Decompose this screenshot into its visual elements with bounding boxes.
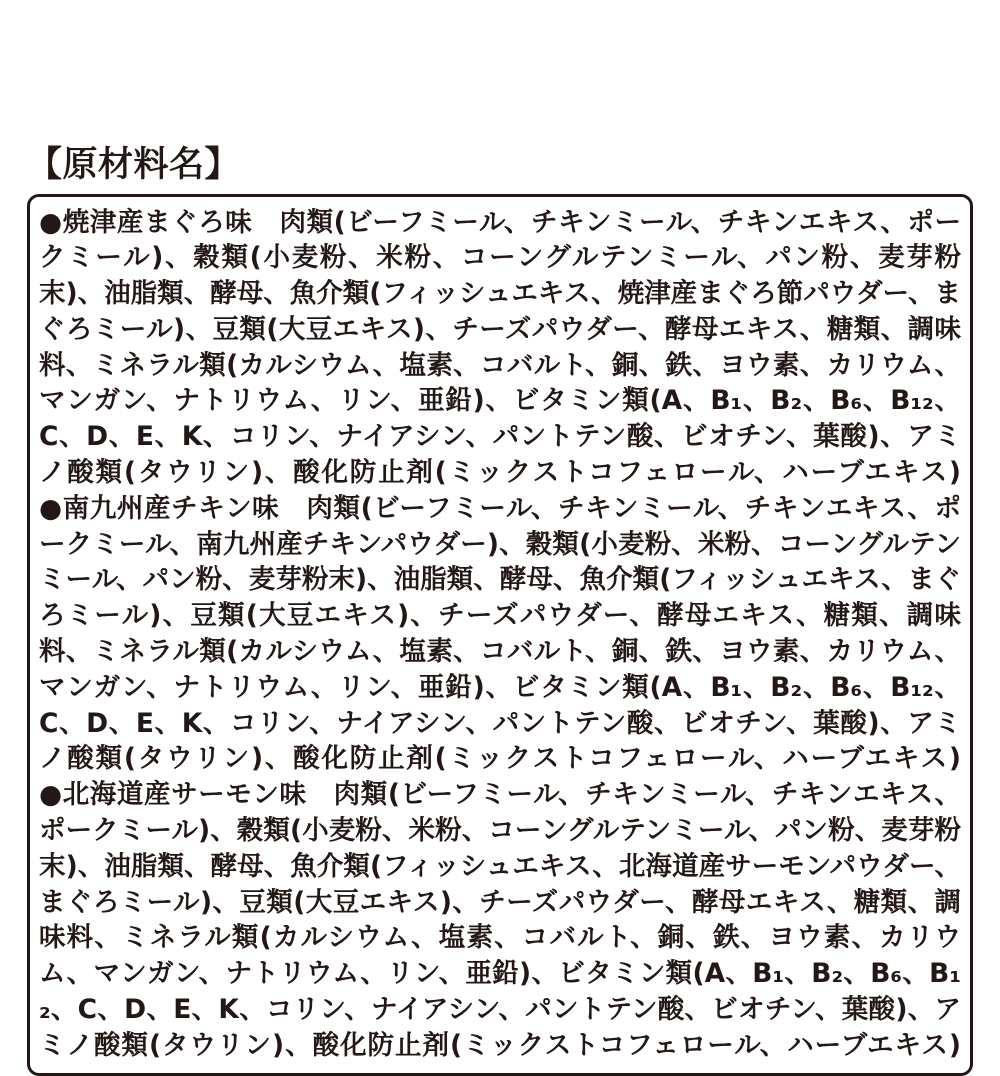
section-body-chicken: 肉類(ビーフミール、チキンミール、チキンエキス、ポークミール、南九州産チキンパウダー)、穀類(小麦粉、米粉、コーングルテンミール、パン粉、麦芽粉末)、油脂類、酵母、魚介類(フィッシュエキス、まぐろミール)、豆類(大豆エキス)、チーズパウダー、酵母エキス、糖類、調味料、ミネラル類(カルシウム、塩素、コバルト、銅、鉄、ヨウ素、カリウム、マンガン、ナトリウム、リン、亜鉛)、ビタミン類(A、B₁、B₂、B₆、B₁₂、C、D、E、K、コリン、ナイアシン、パントテン酸、ビオチン、葉酸)、アミノ酸類(タウリン)、酸化防止剤(ミックストコフェロール、ハーブエキス)	[39, 492, 961, 775]
ingredient-section-chicken	[39, 491, 961, 777]
page-title: 【原材料名】	[27, 145, 241, 185]
flavor-name-chicken: ●南九州産チキン味	[39, 492, 280, 524]
section-body-tuna: 肉類(ビーフミール、チキンミール、チキンエキス、ポークミール)、穀類(小麦粉、米粉、コーングルテンミール、パン粉、麦芽粉末)、油脂類、酵母、魚介類(フィッシュエキス、焼津産まぐろ節パウダー、まぐろミール)、豆類(大豆エキス)、チーズパウダー、酵母エキス、糖類、調味料、ミネラル類(カルシウム、塩素、コバルト、銅、鉄、ヨウ素、カリウム、マンガン、ナトリウム、リン、亜鉛)、ビタミン類(A、B₁、B₂、B₆、B₁₂、C、D、E、K、コリン、ナイアシン、パントテン酸、ビオチン、葉酸)、アミノ酸類(タウリン)、酸化防止剤(ミックストコフェロール、ハーブエキス)	[39, 206, 962, 489]
ingredient-section-salmon	[39, 777, 961, 1063]
ingredient-label	[27, 146, 973, 1076]
flavor-name-salmon: ●北海道産サーモン味	[39, 779, 307, 811]
ingredient-section-tuna	[39, 205, 961, 491]
flavor-name-tuna: ●焼津産まぐろ味	[39, 206, 253, 238]
ingredients-box	[27, 194, 973, 1076]
section-body-salmon: 肉類(ビーフミール、チキンミール、チキンエキス、ポークミール)、穀類(小麦粉、米粉、コーングルテンミール、パン粉、麦芽粉末)、油脂類、酵母、魚介類(フィッシュエキス、北海道産サーモンパウダー、まぐろミール)、豆類(大豆エキス)、チーズパウダー、酵母エキス、糖類、調味料、ミネラル類(カルシウム、塩素、コバルト、銅、鉄、ヨウ素、カリウム、マンガン、ナトリウム、リン、亜鉛)、ビタミン類(A、B₁、B₂、B₆、B₁₂、C、D、E、K、コリン、ナイアシン、パントテン酸、ビオチン、葉酸)、アミノ酸類(タウリン)、酸化防止剤(ミックストコフェロール、ハーブエキス)	[39, 779, 962, 1061]
